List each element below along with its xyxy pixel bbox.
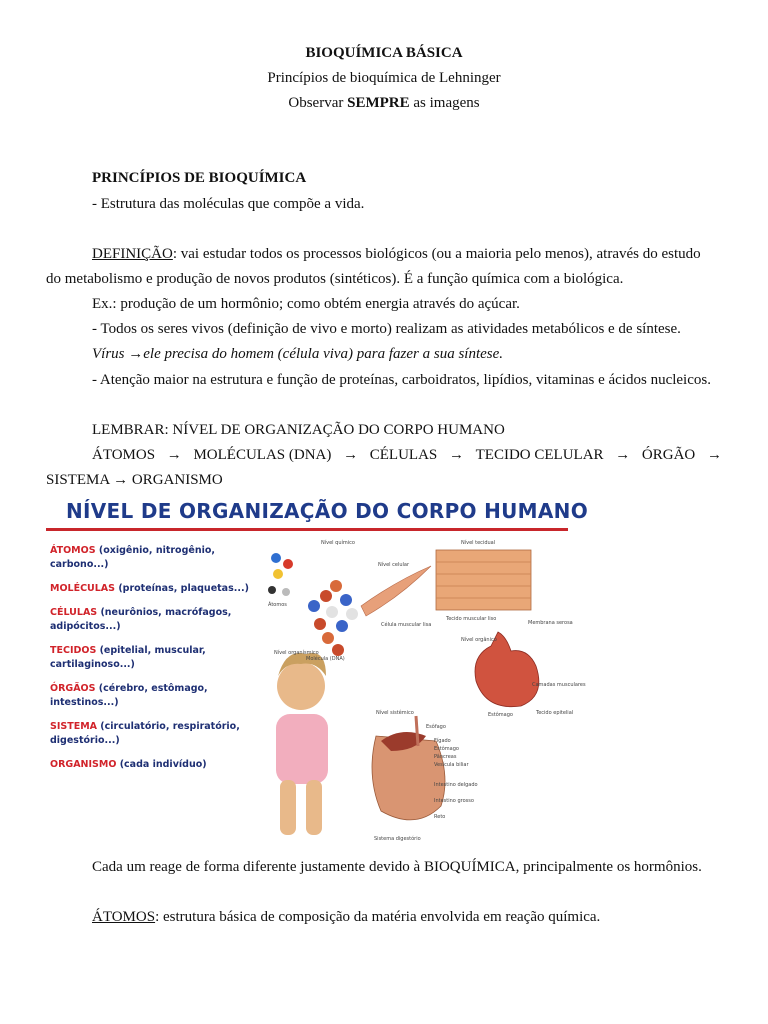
label-moleculas: Molécula (DNA) [306, 656, 345, 662]
chain-organ: ÓRGÃO [641, 447, 696, 463]
arrow-icon: → [615, 447, 631, 463]
document-title: BIOQUÍMICA BÁSICA [305, 45, 463, 61]
muscle-cell-icon [361, 566, 431, 616]
footer-paragraph: Cada um reage de forma diferente justamente devido à BIOQUÍMICA, principalmente os hormônios. [92, 859, 702, 875]
label-pancreas: Pâncreas [434, 754, 457, 760]
chain-tissue: TECIDO CELULAR [475, 447, 604, 463]
remember-title: LEMBRAR: NÍVEL DE ORGANIZAÇÃO DO CORPO HUMANO [92, 422, 505, 438]
arrow-icon: → [706, 447, 722, 463]
level-item: ÁTOMOS (oxigênio, nitrogênio, carbono...) [50, 545, 215, 570]
label-sistema-digestorio: Sistema digestório [374, 836, 421, 842]
label-nivel-celular: Nível celular [378, 562, 410, 568]
living-beings-line: - Todos os seres vivos (definição de vivo e morto) realizam as atividades metabólicos e de síntese. [92, 321, 681, 337]
muscle-tissue-icon [436, 550, 531, 610]
chain-cells: CÉLULAS [369, 447, 438, 463]
label-nivel-quimico: Nível químico [321, 540, 355, 546]
document-note [0, 91, 768, 116]
atom-icon [273, 569, 283, 579]
virus-text: ele precisa do homem (célula viva) para fazer a sua síntese. [143, 346, 504, 362]
atom-icon [271, 553, 281, 563]
label-nivel-tecidual: Nível tecidual [461, 540, 496, 546]
section-line: - Estrutura das moléculas que compõe a vida. [92, 196, 365, 212]
atom-icon [282, 588, 290, 596]
atoms-definition [92, 905, 722, 930]
atom-icon [283, 559, 293, 569]
label-vesicula: Vesícula biliar [434, 762, 469, 768]
definition-paragraph [92, 242, 722, 267]
level-item: CÉLULAS (neurônios, macrófagos, adipócitos...) [50, 607, 232, 632]
chain-molecules: MOLÉCULAS (DNA) [193, 447, 332, 463]
label-tecido-epitelial: Tecido epitelial [536, 710, 574, 716]
atoms-text: : estrutura básica de composição da matéria envolvida em reação química. [155, 909, 601, 925]
virus-line [92, 342, 722, 367]
anatomy-illustration [266, 536, 586, 846]
label-figado: Fígado [434, 738, 451, 744]
section-heading: PRINCÍPIOS DE BIOQUÍMICA [92, 170, 307, 186]
level-item: TECIDOS (epitelial, muscular, cartilaginoso...) [50, 645, 206, 670]
virus-word: Vírus [92, 346, 129, 362]
stomach-icon [475, 632, 539, 707]
label-intestino-grosso: Intestino grosso [434, 798, 474, 804]
label-tecido-muscular: Tecido muscular liso [446, 616, 497, 622]
label-nivel-organico: Nível orgânico [461, 637, 497, 643]
figure-title: NÍVEL DE ORGANIZAÇÃO DO CORPO HUMANO [66, 499, 589, 523]
definition-continuation: do metabolismo e produção de novos produtos (sintéticos). É a função química com a biológica. [46, 271, 624, 287]
label-estomago: Estômago [488, 712, 513, 718]
arrow-icon: → [166, 447, 182, 463]
chain-organism: ORGANISMO [131, 472, 223, 488]
organization-chain [92, 443, 722, 468]
atoms-label: ÁTOMOS [92, 909, 156, 925]
note-emphasis: SEMPRE [347, 95, 410, 111]
organization-chain-continued [46, 468, 722, 493]
arrow-icon: → [128, 346, 144, 362]
organization-figure [46, 494, 589, 846]
arrow-icon: → [113, 472, 129, 488]
levels-list [50, 544, 262, 782]
child-figure-icon [276, 653, 328, 835]
label-celula-muscular: Célula muscular lisa [381, 622, 432, 628]
label-esofago: Esôfago [426, 724, 446, 730]
label-camadas-musculares: Camadas musculares [532, 682, 586, 688]
definition-label: DEFINIÇÃO [92, 246, 173, 262]
arrow-icon: → [343, 447, 359, 463]
label-intestino-delgado: Intestino delgado [434, 782, 478, 788]
label-reto: Reto [434, 814, 446, 820]
label-estomago2: Estômago [434, 746, 459, 752]
atom-icon [268, 586, 276, 594]
example-line: Ex.: produção de um hormônio; como obtém energia através do açúcar. [92, 296, 520, 312]
level-item: SISTEMA (circulatório, respiratório, digestório...) [50, 721, 240, 746]
dna-molecule-icon [308, 580, 358, 656]
level-item: ORGANISMO (cada indivíduo) [50, 759, 207, 770]
attention-line: - Atenção maior na estrutura e função de proteínas, carboidratos, lipídios, vitaminas e ácidos nucleicos. [92, 372, 711, 388]
document-subtitle: Princípios de bioquímica de Lehninger [267, 70, 501, 86]
label-nivel-organismico: Nível organísmico [274, 650, 319, 656]
chain-atoms: ÁTOMOS [92, 447, 156, 463]
figure-divider [46, 528, 568, 531]
level-item: ÓRGÃOS (cérebro, estômago, intestinos...) [50, 683, 208, 708]
label-atomos: Átomos [268, 602, 287, 608]
level-item: MOLÉCULAS (proteínas, plaquetas...) [50, 583, 249, 594]
note-post: as imagens [409, 95, 480, 111]
arrow-icon: → [448, 447, 464, 463]
definition-text: : vai estudar todos os processos biológicos (ou a maioria pelo menos), através do estudo [172, 246, 701, 262]
chain-system: SISTEMA [46, 472, 110, 488]
label-nivel-sistemico: Nível sistêmico [376, 710, 414, 716]
label-membrana-serosa: Membrana serosa [528, 620, 573, 626]
note-pre: Observar [288, 95, 348, 111]
